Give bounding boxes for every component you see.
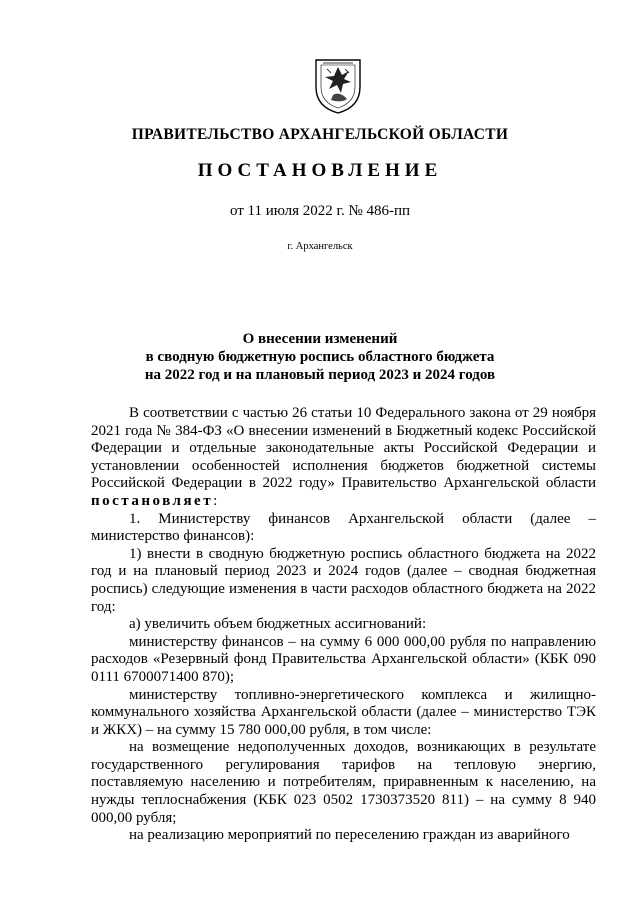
document-date-number: от 11 июля 2022 г. № 486-пп bbox=[229, 203, 411, 219]
resolves-word: постановляет bbox=[91, 492, 214, 509]
document-title bbox=[0, 330, 640, 384]
title-line-1: О внесении изменений bbox=[242, 331, 398, 347]
preamble-text: В соответствии с частью 26 статьи 10 Федерального закона от 29 ноября 2021 года № 384-ФЗ «О внесении изменений в Бюджетный кодекс Российской Федерации и отдельные законодательные акты Российской Федерации и установлении особенностей исполнения бюджетов бюджетной системы Российской Федерации в 2022 году» Правительство Архангельской области bbox=[91, 405, 596, 492]
paragraph-7: на реализацию мероприятий по переселению граждан из аварийного bbox=[129, 827, 570, 844]
paragraph-6: на возмещение недополученных доходов, возникающих в результате государственного регулирования тарифов на тепловую энергию, поставляемую населению и потребителям, приравненным к населению, на нужды теплоснабжения (КБК 023 0502 1730373520 811) – на сумму 8 940 000,00 рубля; bbox=[91, 739, 596, 826]
organization-name: ПРАВИТЕЛЬСТВО АРХАНГЕЛЬСКОЙ ОБЛАСТИ bbox=[131, 126, 509, 143]
title-line-3: на 2022 год и на плановый период 2023 и 2024 годов bbox=[144, 367, 496, 383]
title-line-2: в сводную бюджетную роспись областного бюджета bbox=[145, 349, 495, 365]
preamble-paragraph bbox=[91, 405, 596, 511]
paragraph-2: 1) внести в сводную бюджетную роспись областного бюджета на 2022 год и на плановый период 2023 и 2024 годов (далее – сводная бюджетная роспись) следующие изменения в части расходов областного бюджета на 2022 год: bbox=[91, 545, 596, 615]
paragraph-3: а) увеличить объем бюджетных ассигнований: bbox=[129, 616, 427, 633]
document-type: ПОСТАНОВЛЕНИЕ bbox=[197, 160, 443, 181]
paragraph-5: министерству топливно-энергетического комплекса и жилищно-коммунального хозяйства Архангельской области (далее – министерство ТЭК и ЖКХ) – на сумму 15 780 000,00 рубля, в том числе: bbox=[91, 686, 596, 738]
resolves-punct: : bbox=[213, 492, 218, 509]
document-city: г. Архангельск bbox=[287, 241, 353, 252]
paragraph-1: 1. Министерству финансов Архангельской области (далее – министерство финансов): bbox=[91, 510, 596, 545]
coat-of-arms-icon bbox=[313, 57, 363, 115]
document-body bbox=[91, 405, 596, 845]
paragraph-4: министерству финансов – на сумму 6 000 000,00 рубля по направлению расходов «Резервный фонд Правительства Архангельской области» (КБК 090 0111 6700071400 870); bbox=[91, 633, 596, 685]
